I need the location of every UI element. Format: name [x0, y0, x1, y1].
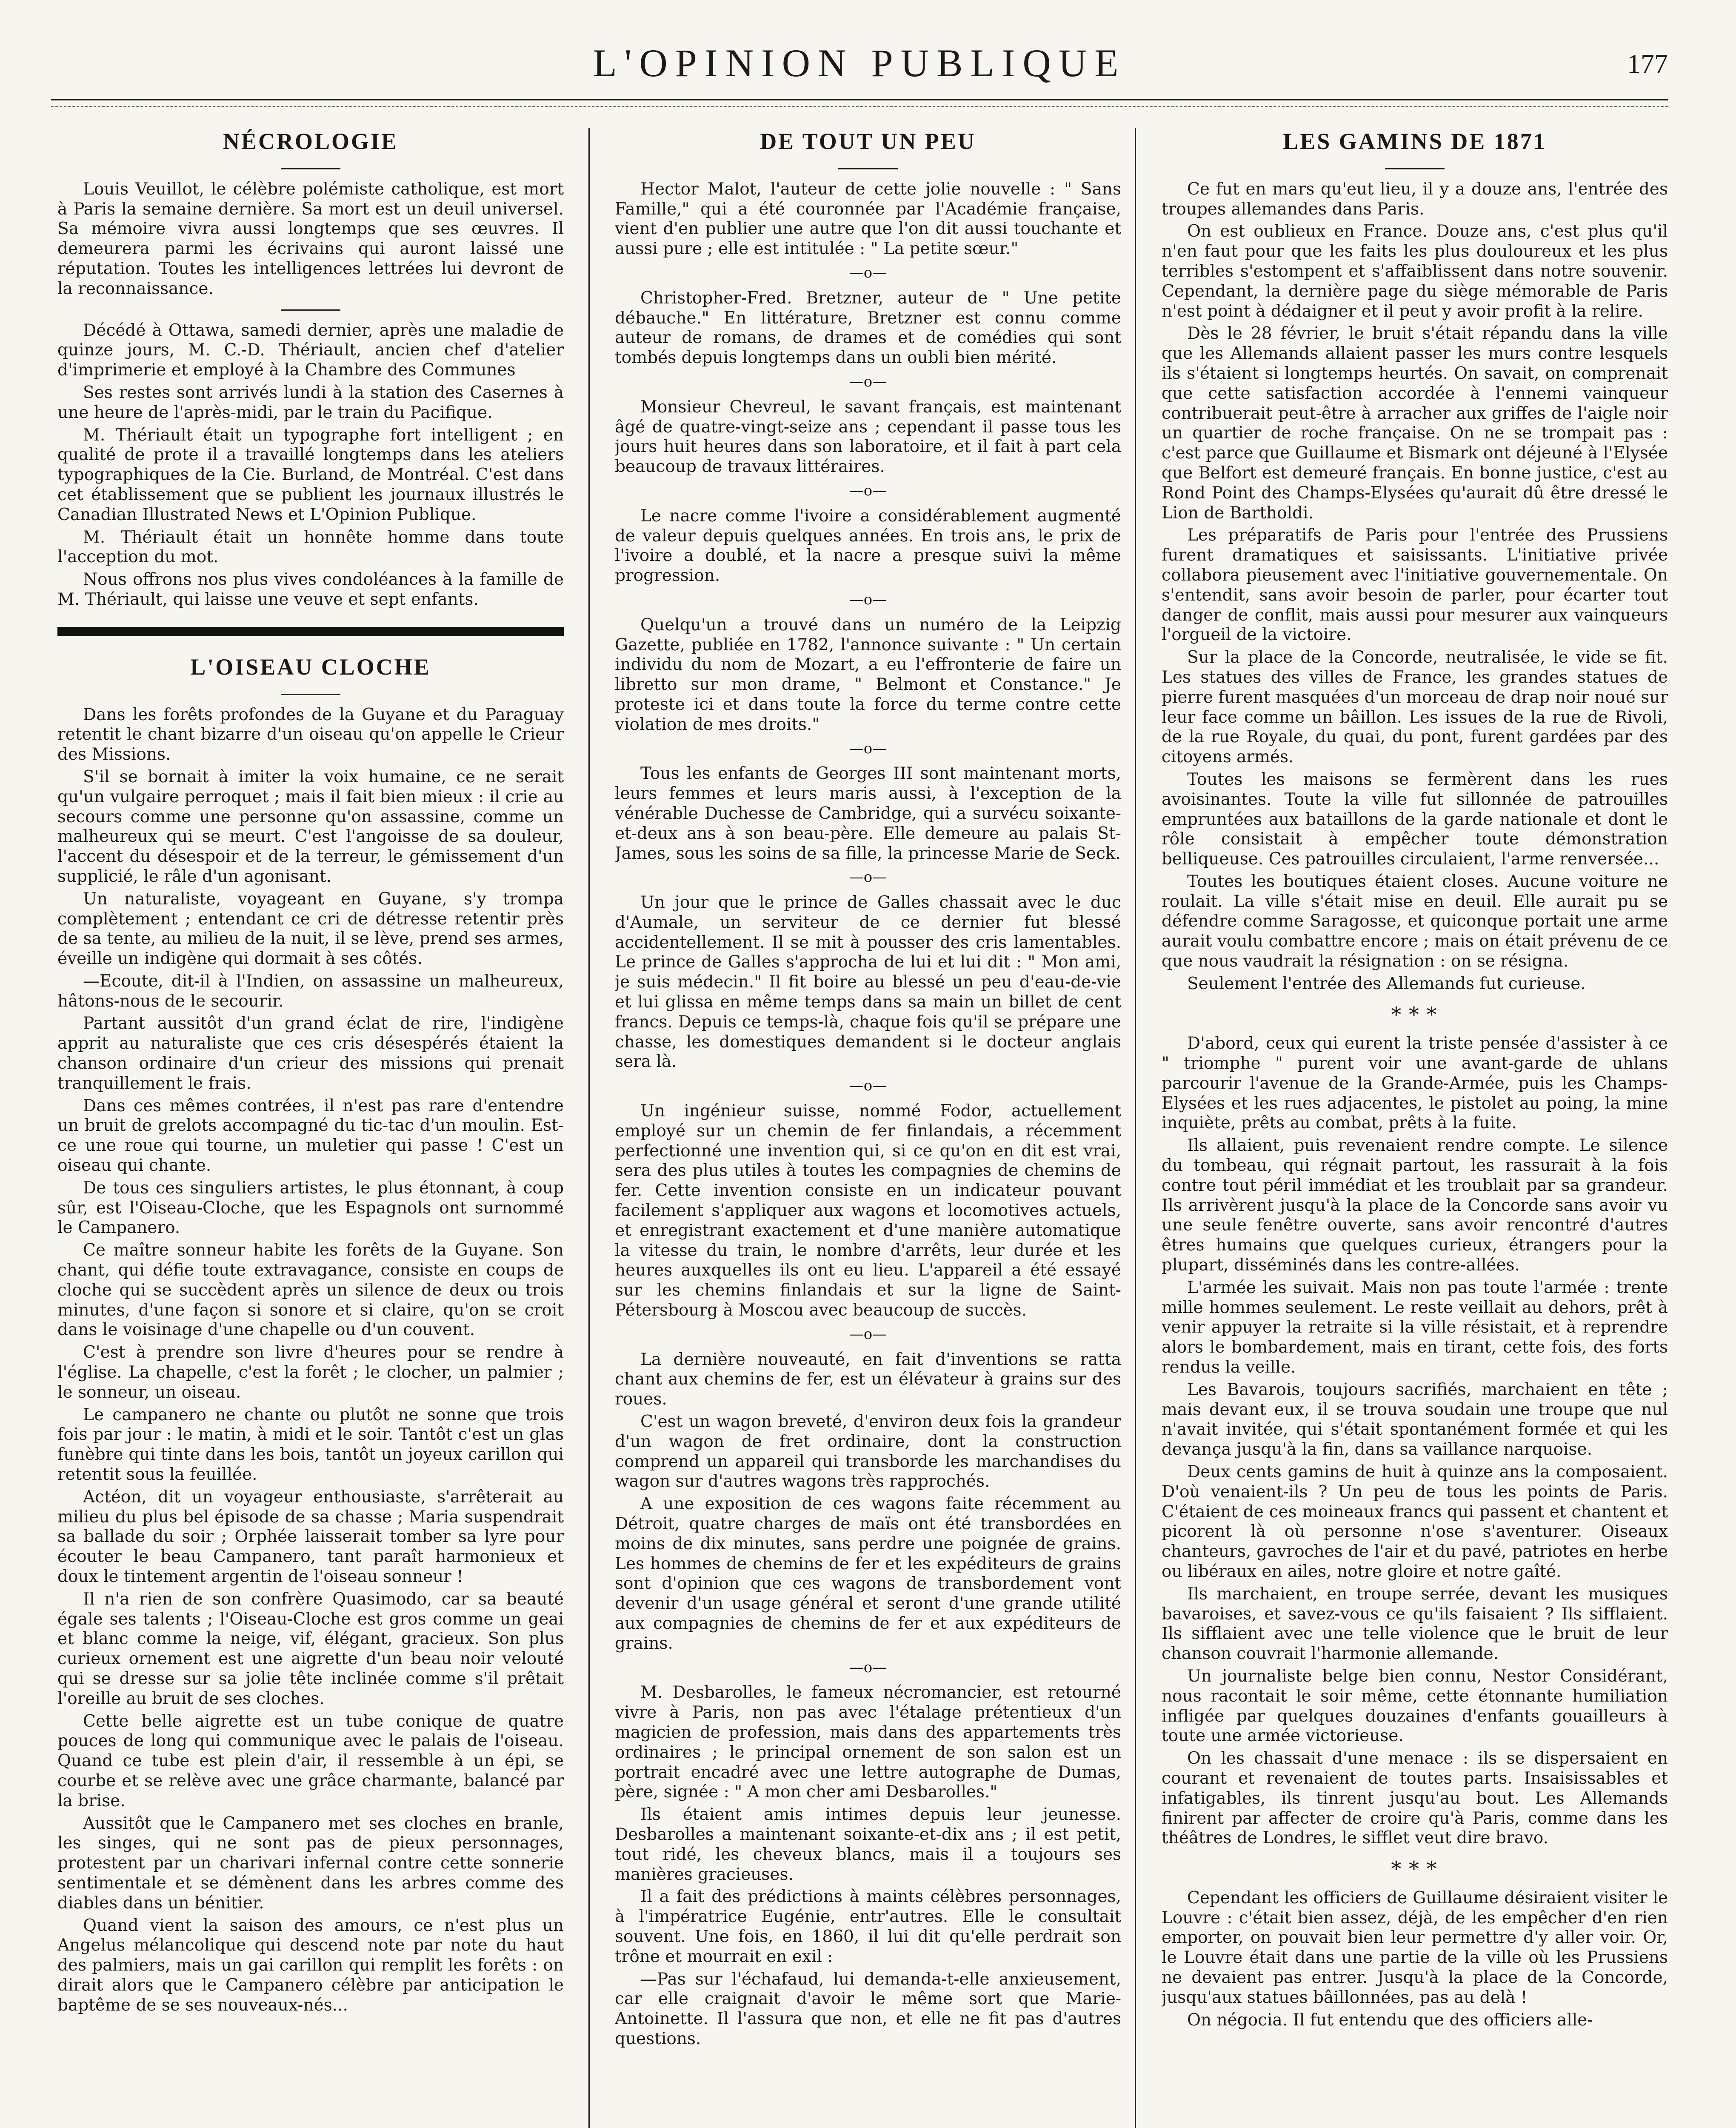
asterism: * * *	[1391, 1857, 1439, 1881]
item-separator: —o—	[849, 1077, 887, 1095]
paragraph: Ses restes sont arrivés lundi à la station des Casernes à une heure de l'après-midi, par le train du Pacifique.	[57, 383, 564, 422]
paragraph: Quelqu'un a trouvé dans un numéro de la Leipzig Gazette, publiée en 1782, l'annonce suivante : " Un certain individu du nom de Mozart, a eu l'effronterie de faire un libretto sur mon drame, " Belmont et Constance." Je proteste ici et dans toute la force du terme contre cette violation de mes droits."	[615, 615, 1121, 734]
short-rule	[281, 309, 340, 311]
paragraph: Ce fut en mars qu'eut lieu, il y a douze ans, l'entrée des troupes allemandes dans Paris.	[1162, 179, 1668, 219]
paragraph: Dans ces mêmes contrées, il n'est pas rare d'entendre un bruit de grelots accompagné du tic-tac d'un moulin. Est-ce une roue qui tourne, un muletier qui passe ! C'est un oiseau qui chante.	[57, 1096, 564, 1176]
column-divider	[588, 128, 590, 2128]
paragraph: Quand vient la saison des amours, ce n'est plus un Angelus mélancolique qui descend note par note du haut des palmiers, mais un gai carillon qui remplit les forêts : on dirait alors que le Campanero célèbre par anticipation le baptême de se ses nouveaux-nés...	[57, 1916, 564, 2015]
paragraph: Ils allaient, puis revenaient rendre compte. Le silence du tombeau, qui régnait partout, les rassurait à la fois contre tout péril immédiat et les troublait par sa grandeur. Ils arrivèrent jusqu'à la place de la Concorde sans avoir vu une seule fenêtre ouverte, sans avoir rencontré d'autres êtres humains que quelques curieux, étrangers pour la plupart, disséminés dans les contre-allées.	[1162, 1136, 1668, 1275]
header-rule	[51, 99, 1668, 107]
section-rule	[57, 627, 564, 636]
paragraph: On est oublieux en France. Douze ans, c'est plus qu'il n'en faut pour que les faits les plus douloureux et les plus terribles s'estompent et s'affaiblissent dans notre souvenir. Cependant, la dernière page du siège mémorable de Paris n'est point à dédaigner et il peut y avoir profit à la relire.	[1162, 222, 1668, 321]
paragraph: A une exposition de ces wagons faite récemment au Détroit, quatre charges de maïs ont été transbordées en moins de dix minutes, sans perdre une poignée de grains. Les hommes de chemins de fer et les expéditeurs de grains sont d'opinion que ces wagons de transbordement vont devenir d'un usage général et seront d'une grande utilité aux compagnies de chemins de fer et aux expéditeurs de grains.	[615, 1494, 1121, 1653]
paragraph: Nous offrons nos plus vives condoléances à la famille de M. Thériault, qui laisse une veuve et sept enfants.	[57, 570, 564, 609]
paragraph: —Pas sur l'échafaud, lui demanda-t-elle anxieusement, car elle craignait d'avoir le même sort que Marie-Antoinette. Il l'assura que non, et elle ne fit pas d'autres questions.	[615, 1969, 1121, 2048]
item-separator: —o—	[849, 1325, 887, 1343]
newspaper-title: L'OPINION PUBLIQUE	[593, 41, 1126, 85]
paragraph: La dernière nouveauté, en fait d'inventions se ratta chant aux chemins de fer, est un élévateur à grains sur des roues.	[615, 1350, 1121, 1409]
item-separator: —o—	[849, 1659, 887, 1676]
paragraph: Partant aussitôt d'un grand éclat de rire, l'indigène apprit au naturaliste que ces cris désespérés étaient la chanson ordinaire d'un crieur des missions qui prenait tranquillement le frais.	[57, 1014, 564, 1093]
short-rule	[281, 694, 340, 695]
paragraph: Louis Veuillot, le célèbre polémiste catholique, est mort à Paris la semaine dernière. Sa mort est un deuil universel. Sa mémoire vivra aussi longtemps que ses œuvres. Il demeurera parmi les écrivains qui auront laissé une réputation. Toutes les intelligences lettrées lui devront de la reconnaissance.	[57, 179, 564, 298]
paragraph: Toutes les maisons se fermèrent dans les rues avoisinantes. Toute la ville fut sillonnée de patrouilles empruntées aux bataillons de la garde nationale et dont le rôle consistait à empêcher toute démonstration belliqueuse. Ces patrouilles circulaient, l'arme renversée...	[1162, 769, 1668, 869]
paragraph: —Ecoute, dit-il à l'Indien, on assassine un malheureux, hâtons-nous de le secourir.	[57, 971, 564, 1011]
paragraph: Le nacre comme l'ivoire a considérablement augmenté de valeur depuis quelques années. En trois ans, le prix de l'ivoire a doublé, et la nacre a presque suivi la même progression.	[615, 506, 1121, 586]
column-right	[1162, 128, 1668, 2128]
item-separator: —o—	[849, 373, 887, 390]
paragraph: C'est à prendre son livre d'heures pour se rendre à l'église. La chapelle, c'est la forêt ; le clocher, un palmier ; le sonneur, un oiseau.	[57, 1343, 564, 1402]
paragraph: Un jour que le prince de Galles chassait avec le duc d'Aumale, un serviteur de ce dernier fut blessé accidentellement. Il se mit à pousser des cris lamentables. Le prince de Galles s'approcha de lui et lui dit : " Mon ami, je suis médecin." Il fit boire au blessé un peu d'eau-de-vie et lui glissa en même temps dans sa main un billet de cent francs. Depuis ce temps-là, chaque fois qu'il se prépare une chasse, les domestiques demandent si le docteur anglais sera là.	[615, 893, 1121, 1072]
paragraph: Ils étaient amis intimes depuis leur jeunesse. Desbarolles a maintenant soixante-et-dix ans ; il est petit, tout ridé, les cheveux blancs, mais il a toujours ses manières gracieuses.	[615, 1805, 1121, 1884]
paragraph: Un naturaliste, voyageant en Guyane, s'y trompa complètement ; entendant ce cri de détresse retentir près de sa tente, au milieu de la nuit, il se lève, prend ses armes, éveille un indigène qui dormait à ses côtés.	[57, 889, 564, 969]
paragraph: Sur la place de la Concorde, neutralisée, le vide se fit. Les statues des villes de France, les grandes statues de pierre furent masquées d'un morceau de drap noir noué sur leur face comme un bâillon. Les issues de la rue de Rivoli, de la rue Royale, du quai, du pont, furent gardées par des citoyens armés.	[1162, 648, 1668, 767]
short-rule	[1385, 168, 1445, 169]
paragraph: Il n'a rien de son confrère Quasimodo, car sa beauté égale ses talents ; l'Oiseau-Cloche est gros comme un geai et blanc comme la neige, vif, élégant, gracieux. Son plus curieux ornement est une aigrette d'un beau noir velouté qui se dresse sur sa jolie tête inclinée comme s'il prêtait l'oreille au bruit de ses cloches.	[57, 1589, 564, 1708]
paragraph: C'est un wagon breveté, d'environ deux fois la grandeur d'un wagon de fret ordinaire, dont la construction comprend un appareil qui transborde les marchandises du wagon sur d'autres wagons très rapprochés.	[615, 1412, 1121, 1491]
column-divider	[1135, 128, 1136, 2128]
column-middle	[615, 128, 1121, 2128]
paragraph: Un ingénieur suisse, nommé Fodor, actuellement employé sur un chemin de fer finlandais, a récemment perfectionné une invention qui, si ce qu'on en dit est vrai, sera des plus utiles à toutes les compagnies de chemins de fer. Cette invention consiste en un indicateur pouvant facilement s'appliquer aux wagons et locomotives actuels, et enregistrant exactement et d'une manière automatique la vitesse du train, le nombre d'arrêts, leur durée et les heures auxquelles ils ont eu lieu. L'appareil a été essayé sur les chemins finlandais et sur la ligne de Saint-Pétersbourg à Moscou avec beaucoup de succès.	[615, 1101, 1121, 1320]
item-separator: —o—	[849, 740, 887, 757]
gamins-heading: LES GAMINS DE 1871	[1283, 129, 1547, 154]
paragraph: Ils marchaient, en troupe serrée, devant les musiques bavaroises, et savez-vous ce qu'ils faisaient ? Ils sifflaient. Ils sifflaient avec une telle violence que le bruit de leur chanson couvrait l'harmonie allemande.	[1162, 1584, 1668, 1664]
paragraph: M. Desbarolles, le fameux nécromancier, est retourné vivre à Paris, non pas avec l'étalage prétentieux d'un magicien de profession, mais dans des appartements très ordinaires ; le principal ornement de son salon est un portrait encadré avec une lettre autographe de Dumas, père, signée : " A mon cher ami Desbarolles."	[615, 1683, 1121, 1802]
paragraph: Dans les forêts profondes de la Guyane et du Paraguay retentit le chant bizarre d'un oiseau qu'on appelle le Crieur des Missions.	[57, 705, 564, 764]
paragraph: M. Thériault était un honnête homme dans toute l'acception du mot.	[57, 527, 564, 567]
paragraph: Un journaliste belge bien connu, Nestor Considérant, nous racontait le soir même, cette étonnante humiliation infligée par quelques douzaines d'enfants gouailleurs à toute une armée victorieuse.	[1162, 1666, 1668, 1746]
paragraph: Les préparatifs de Paris pour l'entrée des Prussiens furent dramatiques et saisissants. L'initiative privée collabora pieusement avec l'initiative gouvernementale. On s'entendit, sans avoir besoin de parler, pour écarter tout danger de conflit, mais aussi pour mesurer aux vainqueurs l'orgueil de la victoire.	[1162, 526, 1668, 645]
paragraph: Cette belle aigrette est un tube conique de quatre pouces de long qui communique avec le palais de l'oiseau. Quand ce tube est plein d'air, il ressemble à un épi, se courbe et se relève avec une grâce charmante, balancé par la brise.	[57, 1711, 564, 1811]
paragraph: S'il se bornait à imiter la voix humaine, ce ne serait qu'un vulgaire perroquet ; mais il fait bien mieux : il crie au secours comme une personne qu'on assassine, comme un malheureux qui se meurt. C'est l'angoisse de sa douleur, l'accent du désespoir et de la terreur, le gémissement d'un supplicié, le râle d'un agonisant.	[57, 767, 564, 886]
paragraph: Cependant les officiers de Guillaume désiraient visiter le Louvre : c'était bien assez, déjà, de les empêcher d'en rien emporter, on pouvait bien leur permettre d'y aller voir. Or, le Louvre était dans une partie de la ville où les Prussiens ne devaient pas entrer. Jusqu'à la place de la Concorde, jusqu'aux statues bâillonnées, pas au delà !	[1162, 1888, 1668, 2007]
paragraph: Tous les enfants de Georges III sont maintenant morts, leurs femmes et leurs maris aussi, à l'exception de la vénérable Duchesse de Cambridge, qui a survécu soixante-et-deux ans à son beau-père. Elle demeure au palais St-James, sous les soins de sa fille, la princesse Marie de Seck.	[615, 764, 1121, 863]
column-left	[57, 128, 564, 2128]
paragraph: Le campanero ne chante ou plutôt ne sonne que trois fois par jour : le matin, à midi et le soir. Tantôt c'est un glas funèbre qui tinte dans les bois, tantôt un joyeux carillon qui retentit sous la feuillée.	[57, 1405, 564, 1484]
oiseau-heading: L'OISEAU CLOCHE	[190, 654, 431, 680]
tout-un-peu-heading: DE TOUT UN PEU	[760, 129, 976, 154]
paragraph: Actéon, dit un voyageur enthousiaste, s'arrêterait au milieu du plus bel épisode de sa chasse ; Maria suspendrait sa ballade du soir ; Orphée laisserait tomber sa lyre pour écouter le beau Campanero, tant paraît harmonieux et doux le tintement argentin de l'oiseau sonneur !	[57, 1487, 564, 1586]
page-number: 177	[1627, 49, 1668, 79]
paragraph: Toutes les boutiques étaient closes. Aucune voiture ne roulait. La ville s'était mise en deuil. Elle aurait pu se défendre comme Saragosse, et quiconque portait une arme aurait voulu combattre encore ; mais on était prévenu de ce que nous vaudrait la résignation : on se résigna.	[1162, 872, 1668, 971]
paragraph: Seulement l'entrée des Allemands fut curieuse.	[1187, 974, 1586, 993]
necrologie-heading: NÉCROLOGIE	[223, 129, 399, 154]
paragraph: On les chassait d'une menace : ils se dispersaient en courant et revenaient de toutes parts. Insaisissables et infatigables, ils tinrent jusqu'au bout. Les Allemands finirent par affecter de croire qu'à Paris, comme dans les théâtres de Londres, le sifflet veut dire bravo.	[1162, 1749, 1668, 1848]
paragraph: De tous ces singuliers artistes, le plus étonnant, à coup sûr, est l'Oiseau-Cloche, que les Espagnols ont surnommé le Campanero.	[57, 1178, 564, 1238]
paragraph: L'armée les suivait. Mais non pas toute l'armée : trente mille hommes seulement. Le reste veillait au dehors, prêt à venir appuyer la retraite si la ville résistait, et à reprendre alors le bombardement, mais en tirant, cette fois, des forts rendus la veille.	[1162, 1278, 1668, 1377]
paragraph: Deux cents gamins de huit à quinze ans la composaient. D'où venaient-ils ? Un peu de tous les points de Paris. C'étaient de ces moineaux francs qui passent et chantent et picorent là où personne n'ose s'aventurer. Oiseaux chanteurs, gavroches de l'air et du pavé, patriotes en herbe ou libéraux en ailes, notre gloire et notre gaîté.	[1162, 1462, 1668, 1581]
paragraph: Ce maître sonneur habite les forêts de la Guyane. Son chant, qui défie toute extravagance, consiste en coups de cloche qui se succèdent après un silence de deux ou trois minutes, d'une façon si sonore et si claire, qu'on se croit dans le voisinage d'une chapelle ou d'un couvent.	[57, 1241, 564, 1340]
short-rule	[281, 168, 340, 169]
short-rule	[838, 168, 898, 169]
paragraph: M. Thériault était un typographe fort intelligent ; en qualité de prote il a travaillé longtemps dans les ateliers typographiques de la Cie. Burland, de Montréal. C'est dans cet établissement que se publient les journaux illustrés le Canadian Illustrated News et L'Opinion Publique.	[57, 425, 564, 524]
paragraph: Aussitôt que le Campanero met ses cloches en branle, les singes, qui ne sont pas de pieux personnages, protestent par un charivari infernal contre cette sonnerie sentimentale et se démènent dans les arbres comme des diables dans un bénitier.	[57, 1813, 564, 1913]
item-separator: —o—	[849, 869, 887, 886]
asterism: * * *	[1391, 1002, 1439, 1027]
item-separator: —o—	[849, 591, 887, 608]
paragraph: Monsieur Chevreul, le savant français, est maintenant âgé de quatre-vingt-seize ans ; cependant il passe tous les jours huit heures dans son laboratoire, et il fait à part cela beaucoup de travaux littéraires.	[615, 397, 1121, 477]
paragraph: Christopher-Fred. Bretzner, auteur de " Une petite débauche." En littérature, Bretzner est connu comme auteur de romans, de drames et de comédies qui sont tombés depuis longtemps dans un oubli bien mérité.	[615, 288, 1121, 368]
paragraph: D'abord, ceux qui eurent la triste pensée d'assister à ce " triomphe " purent voir une avant-garde de uhlans parcourir l'avenue de la Grande-Armée, puis les Champs-Elysées et les rues adjacentes, le pistolet au poing, la mine inquiète, prêts au combat, prêts à la fuite.	[1162, 1034, 1668, 1133]
paragraph: Hector Malot, l'auteur de cette jolie nouvelle : " Sans Famille," qui a été couronnée par l'Académie française, vient d'en publier une autre que l'on dit aussi touchante et aussi pure ; elle est intitulée : " La petite sœur."	[615, 179, 1121, 259]
item-separator: —o—	[849, 264, 887, 281]
paragraph: Décédé à Ottawa, samedi dernier, après une maladie de quinze jours, M. C.-D. Thériault, ancien chef d'atelier d'imprimerie et employé à la Chambre des Communes	[57, 320, 564, 380]
item-separator: —o—	[849, 482, 887, 499]
paragraph: On négocia. Il fut entendu que des officiers alle-	[1187, 2010, 1593, 2030]
paragraph: Il a fait des prédictions à maints célèbres personnages, à l'impératrice Eugénie, entr'autres. Elle le consultait souvent. Une fois, en 1860, il lui dit qu'elle perdrait son trône et mourrait en exil :	[615, 1887, 1121, 1966]
masthead	[51, 40, 1668, 92]
paragraph: Dès le 28 février, le bruit s'était répandu dans la ville que les Allemands allaient passer les murs contre lesquels ils s'étaient si longtemps heurtés. On savait, on comprenait que cette satisfaction accordée à l'ennemi vainqueur contribuerait peut-être à arracher aux griffes de l'aigle noir un quartier de roche française. On ne se trompait pas : c'est parce que Guillaume et Bismark ont déjeuné à l'Elysée que Belfort est demeuré français. En bonne justice, c'est au Rond Point des Champs-Elysées qu'aurait dû être dressé le Lion de Bartholdi.	[1162, 324, 1668, 523]
paragraph: Les Bavarois, toujours sacrifiés, marchaient en tête ; mais devant eux, il se trouva soudain une troupe que nul n'avait invitée, qui s'était spontanément formée et qui les devança jusqu'à la fin, dans sa vaillance narquoise.	[1162, 1380, 1668, 1459]
